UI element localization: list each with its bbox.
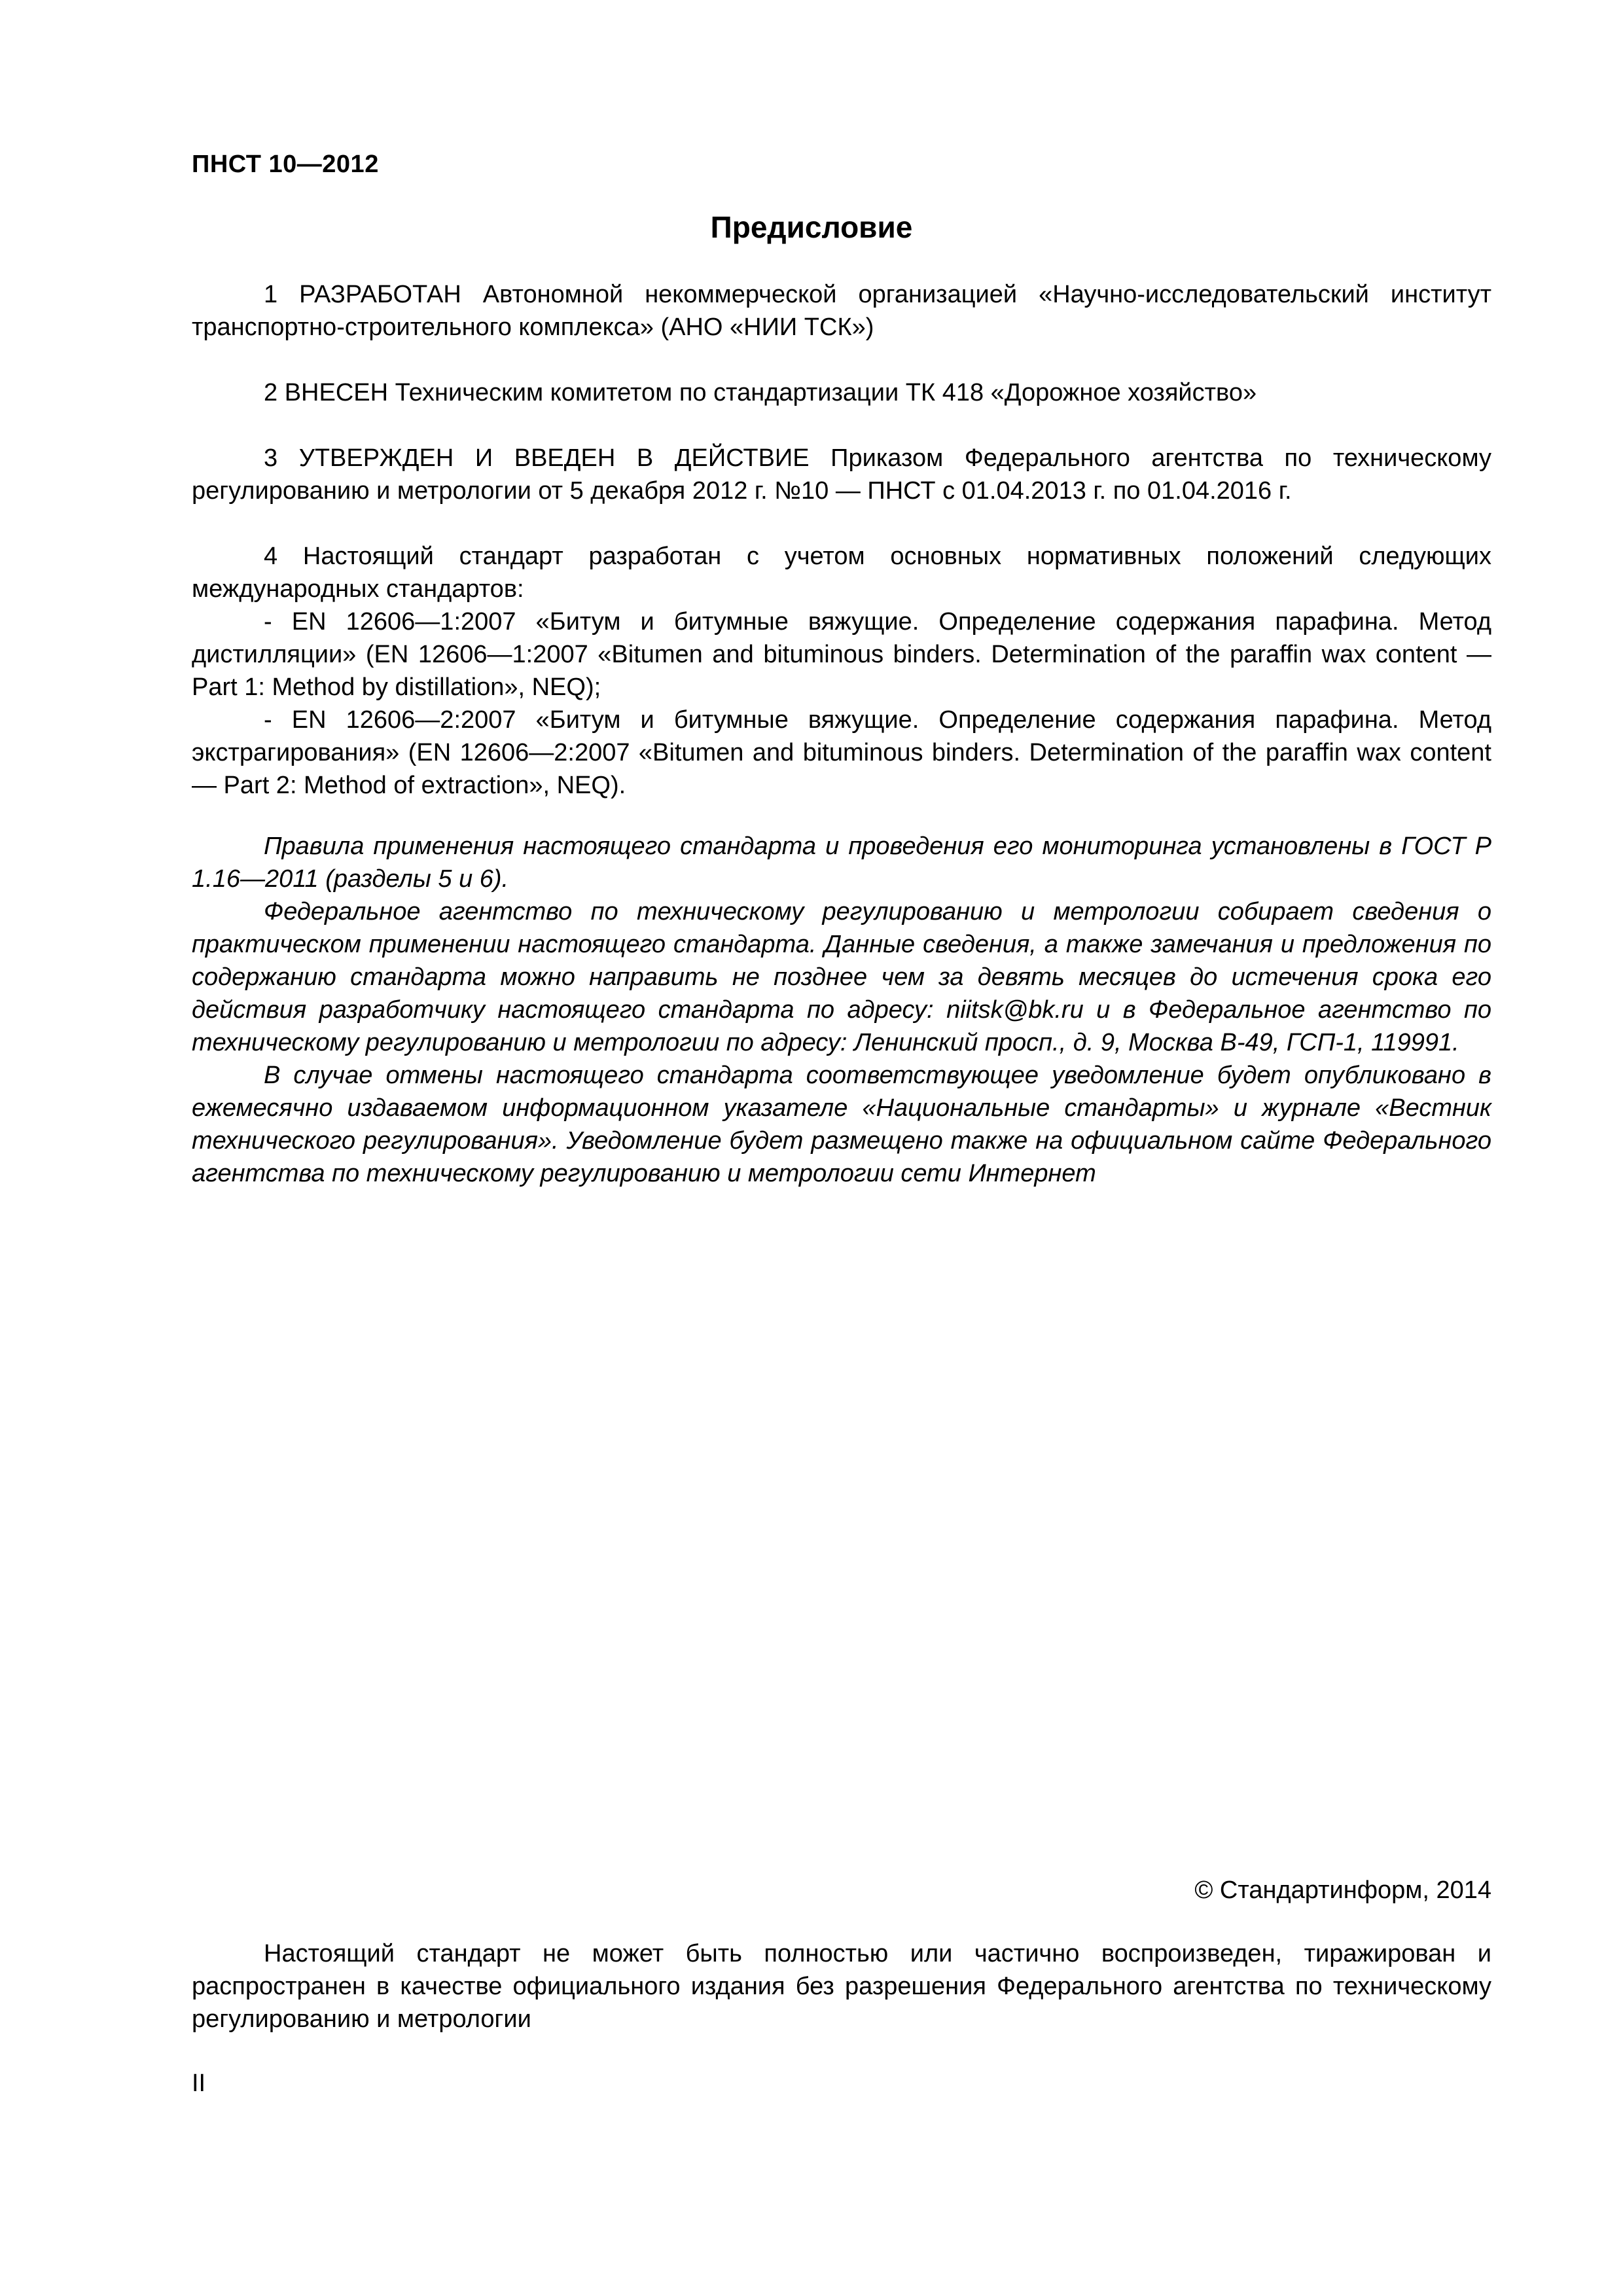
item-4-intro: 4 Настоящий стандарт разработан с учетом основных нормативных положений следующих международных стандартов:	[192, 543, 1491, 603]
foreword-item-3	[192, 442, 1491, 507]
notice-rules: Правила применения настоящего стандарта и проведения его мониторинга установлены в ГОСТ Р 1.16—2011 (разделы 5 и 6).	[192, 833, 1491, 893]
standard-notice	[192, 830, 1491, 1190]
notice-cancellation: В случае отмены настоящего стандарта соответствующее уведомление будет опубликовано в ежемесячно издаваемом информационном указателе «Национальные стандарты» и журнале «Вестник технического регулирования». Уведомление будет размещено также на официальном сайте Федерального агентства по техническому регулированию и метрологии сети Интернет	[192, 1062, 1491, 1187]
copyright-line: © Стандартинформ, 2014	[1194, 1876, 1491, 1904]
item-2-text: 2 ВНЕСЕН Техническим комитетом по стандартизации ТК 418 «Дорожное хозяйство»	[264, 379, 1257, 406]
foreword-item-2	[192, 376, 1491, 409]
page-number: II	[192, 2070, 206, 2097]
item-1-text: 1 РАЗРАБОТАН Автономной некоммерческой организацией «Научно-исследовательский институт транспортно-строительного комплекса» (АНО «НИИ ТСК»)	[192, 281, 1491, 341]
standard-designation: ПНСТ 10—2012	[192, 151, 379, 178]
reproduction-text: Настоящий стандарт не может быть полностью или частично воспроизведен, тиражирован и распространен в качестве официального издания без разрешения Федерального агентства по техническому регулированию и метрологии	[192, 1940, 1491, 2033]
item-3-text: 3 УТВЕРЖДЕН И ВВЕДЕН В ДЕЙСТВИЕ Приказом Федерального агентства по техническому регулированию и метрологии от 5 декабря 2012 г. №10 — ПНСТ с 01.04.2013 г. по 01.04.2016 г.	[192, 444, 1491, 505]
item-4-standard-1: - EN 12606—1:2007 «Битум и битумные вяжущие. Определение содержания парафина. Метод дистилляции» (EN 12606—1:2007 «Bitumen and bituminous binders. Determination of the paraffin wax content — Part 1: Method by distillation», NEQ);	[192, 608, 1491, 701]
item-4-standard-2: - EN 12606—2:2007 «Битум и битумные вяжущие. Определение содержания парафина. Метод экстрагирования» (EN 12606—2:2007 «Bitumen and bituminous binders. Determination of the paraffin wax content — Part 2: Method of extraction», NEQ).	[192, 706, 1491, 799]
reproduction-notice	[192, 1937, 1491, 2036]
notice-feedback: Федеральное агентство по техническому регулированию и метрологии собирает сведения о практическом применении настоящего стандарта. Данные сведения, а также замечания и предложения по содержанию стандарта можно направить не позднее чем за девять месяцев до истечения срока его действия разработчику настоящего стандарта по адресу: niitsk@bk.ru и в Федеральное агентство по техническому регулированию и метрологии по адресу: Ленинский просп., д. 9, Москва В-49, ГСП-1, 119991.	[192, 898, 1491, 1056]
foreword-item-4	[192, 540, 1491, 802]
foreword-item-1	[192, 278, 1491, 344]
page-title: Предисловие	[710, 210, 913, 244]
